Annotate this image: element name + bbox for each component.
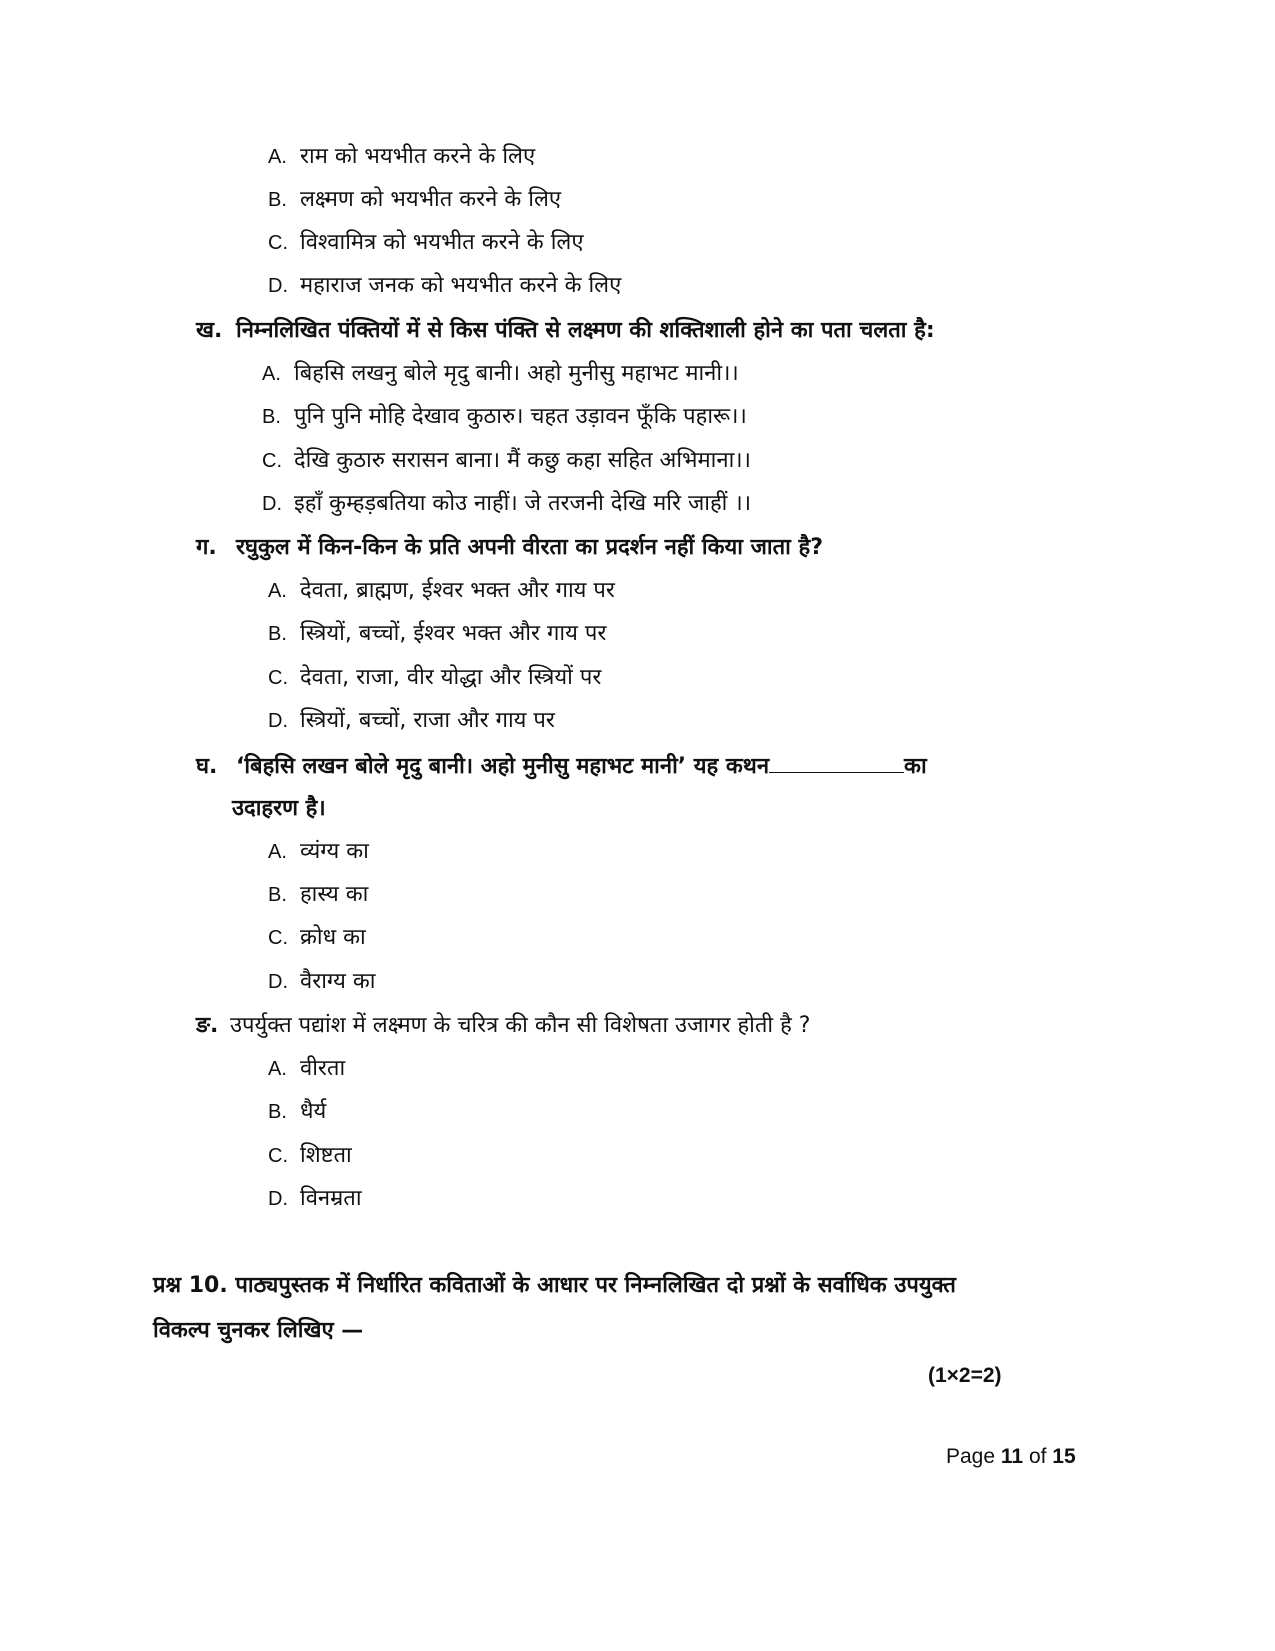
question-text: उपर्युक्त पद्यांश में लक्ष्मण के चरित्र की कौन सी विशेषता उजागर होती है ? [230,1013,811,1038]
option-text: इहाँ कुम्हड़बतिया कोउ नाहीं। जे तरजनी देखि मरि जाहीं ।। [294,491,752,516]
option-letter: B. [268,623,287,645]
option-letter: C. [268,232,288,254]
option-a [262,359,739,389]
option-d [268,271,621,301]
option-b [268,619,606,649]
option-text: देवता, ब्राह्मण, ईश्वर भक्त और गाय पर [300,578,615,603]
question-text-end: का [904,754,927,779]
question-gha [196,750,927,782]
option-text: बिहसि लखनु बोले मृदु बानी। अहो मुनीसु महाभट मानी।। [294,361,739,386]
option-letter: C. [268,1145,288,1167]
option-b [268,1097,326,1127]
option-letter: A. [268,580,287,602]
question-gha-line2 [232,794,326,824]
option-text: वैराग्य का [300,969,376,994]
option-d [262,489,751,519]
option-text: लक्ष्मण को भयभीत करने के लिए [300,187,562,212]
option-a [268,837,369,867]
option-letter: B. [268,189,287,211]
option-letter: C. [262,450,282,472]
option-letter: C. [268,667,288,689]
option-letter: D. [268,971,288,993]
option-letter: A. [268,146,287,168]
question-ga [196,533,823,563]
option-b [268,880,368,910]
option-letter: A. [268,1058,287,1080]
option-letter: B. [268,884,287,906]
question-label: ङ. [196,1013,219,1038]
option-c [268,923,366,953]
option-text: पुनि पुनि मोहि देखाव कुठारु। चहत उड़ावन फूँकि पहारू।। [294,404,747,429]
of-word: of [1028,1445,1047,1468]
option-a [268,1054,345,1084]
option-letter: A. [268,841,287,863]
option-text: वीरता [300,1056,346,1081]
option-d [268,967,375,997]
option-text: हास्य का [300,882,369,907]
question-text: निम्नलिखित पंक्तियों में से किस पंक्ति से लक्ष्मण की शक्तिशाली होने का पता चलता है: [236,318,935,343]
option-letter: D. [262,493,282,515]
option-b [262,402,747,432]
option-c [268,1141,352,1171]
page-footer [946,1442,1076,1472]
marks-label [928,1361,1002,1391]
fill-in-blank [769,750,904,773]
option-c [268,663,601,693]
question-text: विकल्प चुनकर लिखिए — [153,1318,364,1343]
question-kha [196,316,935,346]
option-letter: C. [268,927,288,949]
option-text: धैर्य [300,1099,327,1124]
option-text: स्त्रियों, बच्चों, ईश्वर भक्त और गाय पर [300,621,607,646]
total-pages: 15 [1052,1445,1076,1468]
question-text: उदाहरण है। [232,796,326,821]
question-text: रघुकुल में किन-किन के प्रति अपनी वीरता का प्रदर्शन नहीं किया जाता है? [236,535,823,560]
option-a [268,576,615,606]
option-letter: B. [268,1101,287,1123]
option-text: क्रोध का [300,925,366,950]
option-text: देखि कुठारु सरासन बाना। मैं कछु कहा सहित अभिमाना।। [294,448,751,473]
question-label: ख. [196,318,223,343]
option-text: व्यंग्य का [300,839,369,864]
option-text: शिष्टता [300,1143,352,1168]
current-page: 11 [1000,1445,1024,1468]
question-10-line2 [153,1316,363,1346]
option-a [268,142,535,172]
question-text: प्रश्न 10. पाठ्यपुस्तक में निर्धारित कविताओं के आधार पर निम्नलिखित दो प्रश्नों के सर्वाधिक उपयुक्त [153,1273,956,1298]
question-text: ‘बिहसि लखन बोले मृदु बानी। अहो मुनीसु महाभट मानी’ यह कथन [236,754,770,779]
question-label: ग. [196,535,217,560]
question-label: घ. [196,754,218,779]
option-text: महाराज जनक को भयभीत करने के लिए [300,273,622,298]
option-d [268,1184,362,1214]
option-letter: A. [262,363,281,385]
option-letter: D. [268,1188,288,1210]
option-c [268,228,583,258]
option-text: विश्वामित्र को भयभीत करने के लिए [300,230,584,255]
option-text: राम को भयभीत करने के लिए [300,144,536,169]
option-d [268,706,555,736]
option-letter: B. [262,406,281,428]
option-letter: D. [268,710,288,732]
option-c [262,446,751,476]
option-text: विनम्रता [300,1186,362,1211]
option-letter: D. [268,275,288,297]
page-word: Page [946,1445,996,1468]
option-text: स्त्रियों, बच्चों, राजा और गाय पर [300,708,555,733]
marks-text: (1×2=2) [928,1364,1002,1387]
option-text: देवता, राजा, वीर योद्धा और स्त्रियों पर [300,665,602,690]
option-b [268,185,561,215]
question-10-line1 [153,1271,956,1301]
question-nga [196,1011,810,1041]
